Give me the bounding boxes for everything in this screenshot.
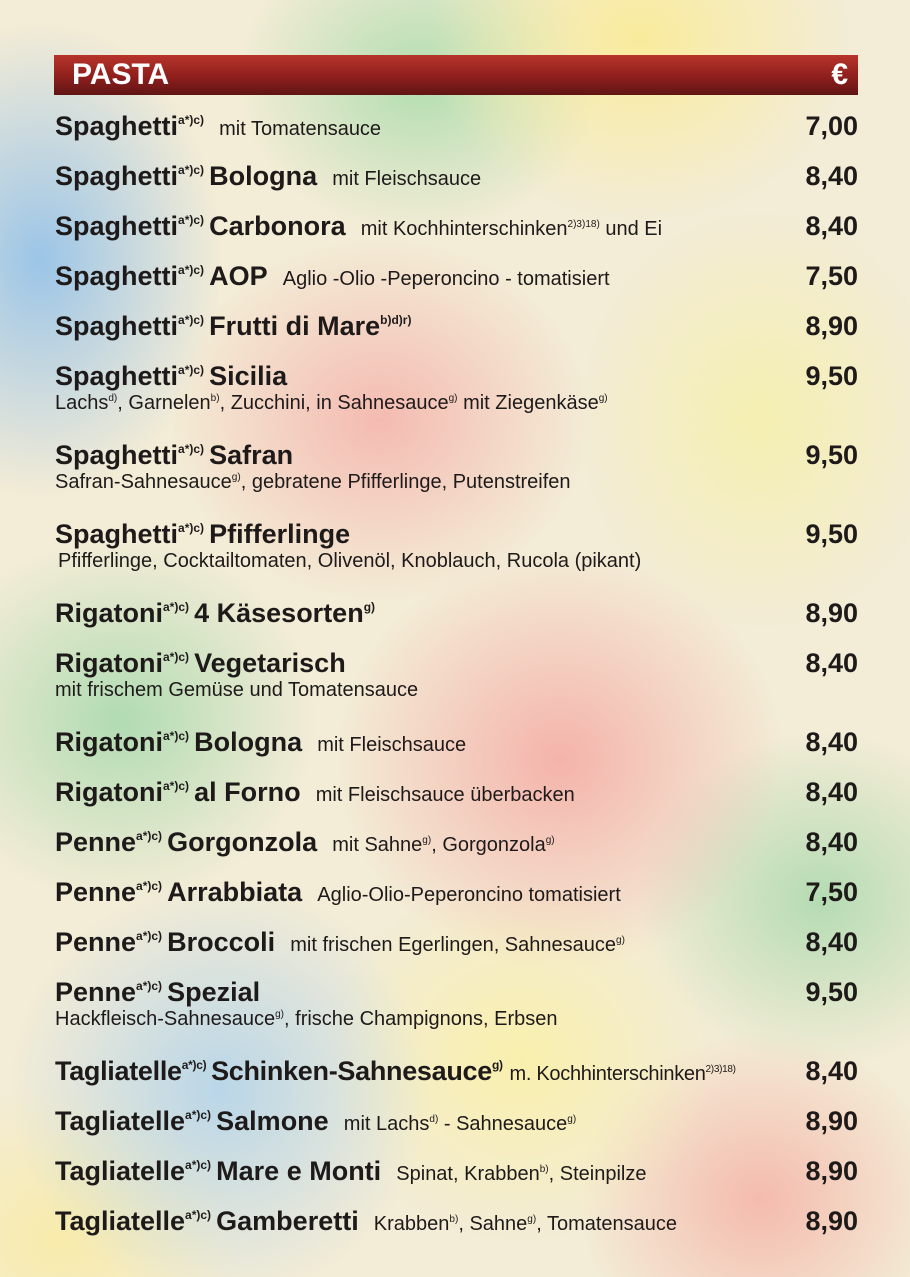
- item-price: 8,40: [805, 777, 858, 807]
- item-description: mit Fleischsauce: [317, 734, 467, 756]
- allergen-codes: g): [545, 835, 555, 846]
- section-header: [54, 55, 858, 95]
- item-price: 8,90: [805, 311, 858, 341]
- menu-item: [55, 922, 858, 972]
- additive-codes: 2)3)18): [567, 219, 600, 230]
- desc-text: Hackfleisch-Sahnesauce: [55, 1008, 276, 1030]
- desc-text: Safran-Sahnesauce: [55, 471, 232, 493]
- dish-name: Frutti di Mare: [209, 311, 381, 341]
- dish-name: Mare e Monti: [216, 1156, 382, 1186]
- allergen-codes: g): [567, 1114, 577, 1125]
- item-name: Spaghetti: [55, 440, 179, 470]
- desc-text: , Tomatensauce: [536, 1213, 678, 1235]
- item-description: mit frischem Gemüse und Tomatensauce: [55, 679, 419, 701]
- menu-item: [55, 435, 858, 514]
- item-name: Tagliatelle: [55, 1056, 182, 1086]
- item-name: Penne: [55, 877, 137, 907]
- item-price: 8,40: [805, 827, 858, 857]
- allergen-codes: a*)c): [163, 779, 190, 793]
- item-price: 9,50: [805, 361, 858, 391]
- allergen-codes: a*)c): [178, 113, 205, 127]
- allergen-codes: a*)c): [185, 1108, 212, 1122]
- item-name: Rigatoni: [55, 727, 163, 757]
- item-price: 7,50: [805, 877, 858, 907]
- allergen-codes: a*)c): [136, 979, 163, 993]
- item-price: 8,90: [805, 1206, 858, 1236]
- item-name: Spaghetti: [55, 261, 179, 291]
- allergen-codes: g): [363, 600, 376, 614]
- allergen-codes: a*)c): [181, 1058, 207, 1072]
- dish-name: Vegetarisch: [194, 648, 346, 678]
- allergen-codes: d): [108, 393, 118, 404]
- allergen-codes: g): [598, 393, 608, 404]
- menu-item: [55, 256, 858, 306]
- allergen-codes: g): [616, 935, 625, 946]
- desc-text: , Sahne: [458, 1213, 528, 1235]
- allergen-codes: g): [275, 1009, 285, 1020]
- menu-item: [55, 643, 858, 722]
- desc-text: mit Ziegenkäse: [457, 392, 599, 414]
- item-price: 9,50: [805, 977, 858, 1007]
- menu-item: [55, 1151, 858, 1201]
- item-name: Tagliatelle: [55, 1156, 186, 1186]
- item-description: mit Fleischsauce: [332, 168, 482, 190]
- menu-item: [55, 306, 858, 356]
- item-name: Spaghetti: [55, 519, 179, 549]
- allergen-codes: g): [231, 472, 241, 483]
- allergen-codes: a*)c): [185, 1158, 212, 1172]
- item-price: 8,90: [805, 1156, 858, 1186]
- item-price: 8,90: [805, 598, 858, 628]
- item-price: 7,50: [805, 261, 858, 291]
- menu-item: [55, 206, 858, 256]
- allergen-codes: a*)c): [136, 929, 163, 943]
- allergen-codes: g): [491, 1058, 503, 1072]
- allergen-codes: b): [210, 393, 220, 404]
- desc-text: , Zucchini, in Sahnesauce: [219, 392, 449, 414]
- menu-item: [55, 106, 858, 156]
- item-description: [374, 1213, 677, 1235]
- item-name: Penne: [55, 977, 137, 1007]
- allergen-codes: g): [448, 393, 458, 404]
- allergen-codes: a*)c): [163, 600, 190, 614]
- item-description: [396, 1163, 646, 1185]
- item-description: [361, 218, 662, 240]
- dish-name: Pfifferlinge: [209, 519, 351, 549]
- item-name: Spaghetti: [55, 111, 179, 141]
- allergen-codes: a*)c): [136, 879, 163, 893]
- allergen-codes: a*)c): [178, 213, 205, 227]
- desc-text: , gebratene Pfifferlinge, Putenstreifen: [240, 471, 571, 493]
- allergen-codes: a*)c): [178, 521, 205, 535]
- item-description: [55, 392, 788, 414]
- additive-codes: 2)3)18): [705, 1064, 736, 1075]
- menu-item: [55, 1201, 858, 1251]
- dish-name: Bologna: [209, 161, 318, 191]
- allergen-codes: a*)c): [185, 1208, 212, 1222]
- menu-item: [55, 593, 858, 643]
- item-price: 8,40: [805, 727, 858, 757]
- dish-name: Safran: [209, 440, 294, 470]
- allergen-codes: a*)c): [163, 650, 190, 664]
- desc-text: Lachs: [55, 392, 109, 414]
- desc-text: - Sahnesauce: [438, 1113, 568, 1135]
- allergen-codes: g): [422, 835, 432, 846]
- item-description: Aglio -Olio -Peperoncino - tomatisiert: [282, 268, 610, 290]
- menu-item: [55, 514, 858, 593]
- item-name: Rigatoni: [55, 598, 163, 628]
- item-name: Spaghetti: [55, 211, 179, 241]
- dish-name: Carbonora: [209, 211, 346, 241]
- dish-name: Schinken-Sahnesauce: [211, 1056, 492, 1086]
- menu-item: [55, 822, 858, 872]
- item-name: Spaghetti: [55, 161, 179, 191]
- item-price: 8,40: [805, 1056, 858, 1086]
- item-name: Spaghetti: [55, 311, 179, 341]
- menu-item: [55, 872, 858, 922]
- item-description: Pfifferlinge, Cocktailtomaten, Olivenöl, Knoblauch, Rucola (pikant): [58, 550, 642, 572]
- item-name: Rigatoni: [55, 777, 163, 807]
- allergen-codes: a*)c): [136, 829, 163, 843]
- desc-text: und Ei: [605, 218, 663, 240]
- item-name: Penne: [55, 827, 137, 857]
- item-description: [290, 934, 625, 956]
- currency-symbol: €: [831, 58, 848, 91]
- item-description: [344, 1113, 576, 1135]
- menu-item: [55, 772, 858, 822]
- desc-text: mit Sahne: [332, 834, 423, 856]
- desc-text: , Gorgonzola: [431, 834, 546, 856]
- item-name: Penne: [55, 927, 137, 957]
- desc-text: , Steinpilze: [548, 1163, 647, 1185]
- item-name: Tagliatelle: [55, 1206, 186, 1236]
- menu-item: [55, 1101, 858, 1151]
- dish-name: AOP: [209, 261, 268, 291]
- item-name: Rigatoni: [55, 648, 163, 678]
- menu-item: [55, 722, 858, 772]
- menu-item: [55, 1051, 858, 1101]
- allergen-codes: b)d)r): [380, 313, 412, 327]
- dish-name: Arrabbiata: [167, 877, 303, 907]
- item-price: 9,50: [805, 440, 858, 470]
- item-description: [55, 471, 788, 493]
- item-price: 8,40: [805, 161, 858, 191]
- dish-name: Gamberetti: [216, 1206, 359, 1236]
- desc-text: mit frischen Egerlingen, Sahnesauce: [290, 934, 617, 956]
- dish-name: Gorgonzola: [167, 827, 318, 857]
- allergen-codes: a*)c): [178, 313, 205, 327]
- allergen-codes: a*)c): [178, 163, 205, 177]
- menu-item: [55, 156, 858, 206]
- item-description: mit Fleischsauce überbacken: [315, 784, 575, 806]
- menu-item: [55, 972, 858, 1051]
- allergen-codes: a*)c): [178, 442, 205, 456]
- desc-text: mit Kochhinterschinken: [360, 218, 568, 240]
- allergen-codes: a*)c): [163, 729, 190, 743]
- menu-item: [55, 356, 858, 435]
- item-price: 8,40: [805, 648, 858, 678]
- desc-text: m. Kochhinterschinken: [509, 1063, 706, 1085]
- desc-text: Spinat, Krabben: [396, 1163, 540, 1185]
- allergen-codes: a*)c): [178, 263, 205, 277]
- item-price: 7,00: [805, 111, 858, 141]
- dish-name: Spezial: [167, 977, 261, 1007]
- dish-name: Salmone: [216, 1106, 329, 1136]
- item-description: [332, 834, 554, 856]
- section-title: PASTA: [72, 58, 170, 91]
- dish-name: Broccoli: [167, 927, 276, 957]
- item-description: mit Tomatensauce: [219, 118, 382, 140]
- allergen-codes: a*)c): [178, 363, 205, 377]
- desc-text: , frische Champignons, Erbsen: [284, 1008, 558, 1030]
- item-name: Spaghetti: [55, 361, 179, 391]
- dish-name: al Forno: [194, 777, 301, 807]
- item-description: Aglio-Olio-Peperoncino tomatisiert: [317, 884, 621, 906]
- item-price: 8,40: [805, 927, 858, 957]
- dish-name: Bologna: [194, 727, 303, 757]
- item-description: [510, 1063, 736, 1085]
- item-price: 9,50: [805, 519, 858, 549]
- desc-text: mit Lachs: [343, 1113, 430, 1135]
- desc-text: , Garnelen: [117, 392, 211, 414]
- item-name: Tagliatelle: [55, 1106, 186, 1136]
- allergen-codes: g): [527, 1214, 537, 1225]
- dish-name: Sicilia: [209, 361, 288, 391]
- item-description: [55, 1008, 788, 1030]
- desc-text: Krabben: [373, 1213, 450, 1235]
- dish-name: 4 Käsesorten: [194, 598, 364, 628]
- menu-list: [55, 106, 858, 1251]
- allergen-codes: d): [429, 1114, 439, 1125]
- item-price: 8,90: [805, 1106, 858, 1136]
- allergen-codes: b): [539, 1164, 549, 1175]
- allergen-codes: b): [449, 1214, 459, 1225]
- item-price: 8,40: [805, 211, 858, 241]
